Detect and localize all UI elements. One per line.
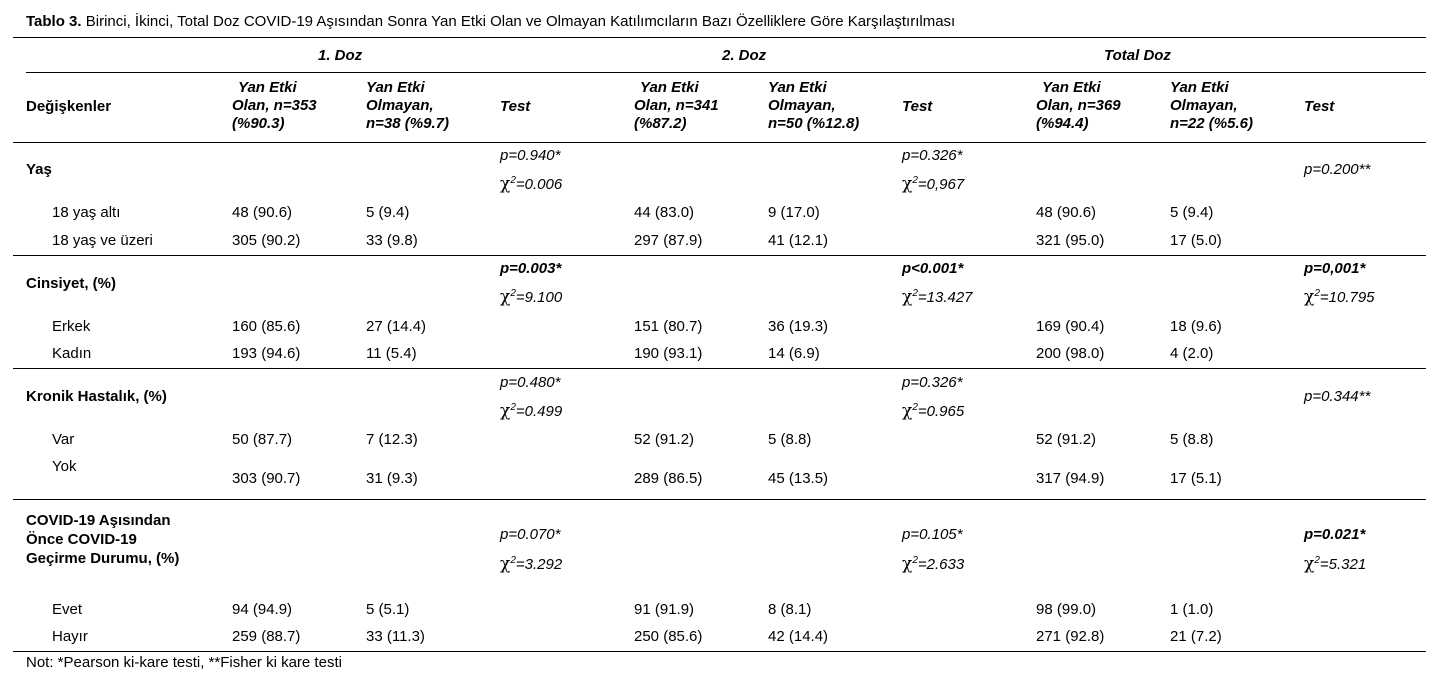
header-d1-no-line2: Olmayan,: [366, 97, 434, 114]
section-label-chronic: Kronik Hastalık, (%): [26, 388, 167, 405]
test-p-age-total: p=0.200**: [1304, 161, 1371, 178]
section-label-covid-line1: COVID-19 Aşısından: [26, 512, 171, 529]
chi-value: =0.006: [515, 176, 563, 193]
cell-total-no: 17 (5.0): [1170, 232, 1222, 249]
cell-d2-no: 5 (8.8): [768, 431, 812, 448]
header-d2-no: [768, 79, 859, 133]
section-label-covid: [26, 511, 179, 568]
chi-sup: 2: [1314, 555, 1320, 566]
chi-symbol: χ: [500, 401, 511, 421]
section-label-covid-line2: Önce COVID-19: [26, 531, 137, 548]
cell-d2-yes: 289 (86.5): [634, 470, 703, 487]
test-p-covid-d2: p=0.105*: [902, 526, 963, 543]
row-label: Yok: [52, 458, 77, 475]
group-dose2: 2. Doz: [722, 47, 767, 64]
cell-total-yes: 98 (99.0): [1036, 601, 1097, 618]
cell-d2-yes: 91 (91.9): [634, 601, 695, 618]
chi-sup: 2: [510, 288, 516, 299]
chi-value: =0,967: [917, 176, 965, 193]
header-d2-no-line2: Olmayan,: [768, 97, 836, 114]
section-label-age: Yaş: [26, 161, 52, 178]
cell-d1-no: 27 (14.4): [366, 318, 427, 335]
cell-d1-no: 33 (9.8): [366, 232, 418, 249]
cell-total-no: 21 (7.2): [1170, 628, 1222, 645]
cell-total-no: 18 (9.6): [1170, 318, 1222, 335]
chi-symbol: χ: [500, 287, 511, 307]
test-chi-age-d1: [500, 175, 562, 194]
cell-d2-no: 8 (8.1): [768, 601, 812, 618]
chi-symbol: χ: [1304, 554, 1315, 574]
test-p-covid-d1: p=0.070*: [500, 526, 561, 543]
section-label-covid-line3: Geçirme Durumu, (%): [26, 550, 180, 567]
section-label-sex: Cinsiyet, (%): [26, 275, 117, 292]
cell-total-no: 5 (8.8): [1170, 431, 1214, 448]
test-chi-covid-total: [1304, 555, 1366, 574]
bottom-rule: [13, 651, 1426, 652]
test-chi-covid-d1: [500, 555, 562, 574]
row-label: 18 yaş ve üzeri: [52, 232, 153, 249]
cell-d2-no: 9 (17.0): [768, 204, 820, 221]
test-p-chronic-d2: p=0.326*: [902, 374, 963, 391]
test-p-sex-d1: p=0.003*: [500, 260, 562, 277]
cell-d1-yes: 48 (90.6): [232, 204, 293, 221]
header-d2-test: Test: [902, 98, 933, 115]
group-dose1: 1. Doz: [318, 47, 363, 64]
cell-d2-yes: 250 (85.6): [634, 628, 703, 645]
cell-total-yes: 321 (95.0): [1036, 232, 1105, 249]
row-label: 18 yaş altı: [52, 204, 121, 221]
cell-d2-no: 36 (19.3): [768, 318, 829, 335]
test-chi-covid-d2: [902, 555, 964, 574]
row-label: Var: [52, 431, 75, 448]
header-d2-yes-line2: Olan, n=341: [634, 97, 719, 114]
chi-sup: 2: [1314, 288, 1320, 299]
cell-total-no: 5 (9.4): [1170, 204, 1214, 221]
header-d2-yes-line3: (%87.2): [634, 115, 687, 132]
chi-value: =9.100: [515, 289, 563, 306]
cell-d1-no: 5 (9.4): [366, 204, 410, 221]
cell-total-yes: 169 (90.4): [1036, 318, 1105, 335]
test-p-chronic-d1: p=0.480*: [500, 374, 561, 391]
cell-d1-yes: 50 (87.7): [232, 431, 293, 448]
chi-sup: 2: [510, 402, 516, 413]
row-label: Kadın: [52, 345, 92, 362]
chi-value: =5.321: [1319, 556, 1367, 573]
cell-d1-yes: 303 (90.7): [232, 470, 301, 487]
cell-d1-yes: 94 (94.9): [232, 601, 293, 618]
header-d1-yes-line3: (%90.3): [232, 115, 285, 132]
chi-symbol: χ: [1304, 287, 1315, 307]
chi-sup: 2: [912, 555, 918, 566]
cell-d1-no: 33 (11.3): [366, 628, 425, 645]
chi-value: =3.292: [515, 556, 563, 573]
chi-symbol: χ: [902, 287, 913, 307]
test-chi-chronic-d2: [902, 402, 964, 421]
cell-d2-no: 41 (12.1): [768, 232, 829, 249]
chi-sup: 2: [912, 288, 918, 299]
section-rule-sex: [13, 255, 1426, 256]
chi-sup: 2: [912, 175, 918, 186]
chi-value: =0.965: [917, 403, 965, 420]
cell-total-yes: 52 (91.2): [1036, 431, 1097, 448]
row-label: Hayır: [52, 628, 88, 645]
test-chi-sex-d1: [500, 288, 562, 307]
cell-d2-yes: 44 (83.0): [634, 204, 695, 221]
chi-sup: 2: [912, 402, 918, 413]
header-d1-no-line1: Yan Etki: [366, 79, 425, 96]
test-p-age-d2: p=0.326*: [902, 147, 963, 164]
test-p-covid-total: p=0.021*: [1304, 526, 1366, 543]
cell-d2-yes: 151 (80.7): [634, 318, 703, 335]
test-p-age-d1: p=0.940*: [500, 147, 561, 164]
header-d2-yes: [634, 79, 719, 133]
group-total: Total Doz: [1104, 47, 1171, 64]
caption-prefix: Tablo 3.: [26, 13, 82, 30]
chi-symbol: χ: [500, 174, 511, 194]
chi-symbol: χ: [902, 174, 913, 194]
group-rule: [26, 72, 1426, 73]
cell-total-yes: 271 (92.8): [1036, 628, 1105, 645]
header-d1-test: Test: [500, 98, 531, 115]
header-total-yes-line1: Yan Etki: [1042, 79, 1101, 96]
chi-sup: 2: [510, 555, 516, 566]
row-label: Evet: [52, 601, 83, 618]
cell-d2-no: 14 (6.9): [768, 345, 820, 362]
header-total-test: Test: [1304, 98, 1335, 115]
chi-sup: 2: [510, 175, 516, 186]
header-d2-no-line3: n=50 (%12.8): [768, 115, 860, 132]
header-d1-no-line3: n=38 (%9.7): [366, 115, 449, 132]
test-chi-age-d2: [902, 175, 964, 194]
test-p-chronic-total: p=0.344**: [1304, 388, 1371, 405]
header-d1-yes: [232, 79, 317, 133]
cell-d1-yes: 193 (94.6): [232, 345, 301, 362]
cell-d2-yes: 52 (91.2): [634, 431, 695, 448]
cell-d2-no: 45 (13.5): [768, 470, 829, 487]
cell-d1-no: 5 (5.1): [366, 601, 410, 618]
cell-d1-no: 11 (5.4): [366, 345, 417, 362]
header-total-no: [1170, 79, 1253, 133]
header-total-no-line2: Olmayan,: [1170, 97, 1238, 114]
row-label: Erkek: [52, 318, 91, 335]
cell-d1-yes: 160 (85.6): [232, 318, 301, 335]
section-rule-covid: [13, 499, 1426, 500]
header-d2-no-line1: Yan Etki: [768, 79, 827, 96]
cell-total-yes: 200 (98.0): [1036, 345, 1105, 362]
cell-d2-yes: 190 (93.1): [634, 345, 703, 362]
test-chi-sex-total: [1304, 288, 1375, 307]
test-p-sex-d2: p<0.001*: [902, 260, 964, 277]
cell-d1-yes: 305 (90.2): [232, 232, 301, 249]
table-note: Not: *Pearson ki-kare testi, **Fisher ki kare testi: [26, 654, 342, 671]
header-total-yes: [1036, 79, 1121, 133]
cell-d1-no: 7 (12.3): [366, 431, 418, 448]
cell-d1-yes: 259 (88.7): [232, 628, 301, 645]
cell-total-no: 4 (2.0): [1170, 345, 1214, 362]
cell-total-yes: 48 (90.6): [1036, 204, 1097, 221]
chi-symbol: χ: [902, 554, 913, 574]
test-chi-sex-d2: [902, 288, 973, 307]
header-total-no-line1: Yan Etki: [1170, 79, 1229, 96]
cell-total-no: 1 (1.0): [1170, 601, 1214, 618]
table-caption: [26, 13, 955, 30]
chi-symbol: χ: [902, 401, 913, 421]
header-d2-yes-line1: Yan Etki: [640, 79, 699, 96]
chi-value: =0.499: [515, 403, 563, 420]
chi-value: =2.633: [917, 556, 965, 573]
test-chi-chronic-d1: [500, 402, 562, 421]
header-total-no-line3: n=22 (%5.6): [1170, 115, 1253, 132]
section-rule-chronic: [13, 368, 1426, 369]
chi-symbol: χ: [500, 554, 511, 574]
cell-d1-no: 31 (9.3): [366, 470, 418, 487]
top-rule: [13, 37, 1426, 38]
header-variables: Değişkenler: [26, 98, 112, 115]
chi-value: =13.427: [917, 289, 973, 306]
header-total-yes-line3: (%94.4): [1036, 115, 1089, 132]
header-d1-yes-line2: Olan, n=353: [232, 97, 317, 114]
chi-value: =10.795: [1319, 289, 1375, 306]
cell-total-no: 17 (5.1): [1170, 470, 1222, 487]
test-p-sex-total: p=0,001*: [1304, 260, 1366, 277]
cell-total-yes: 317 (94.9): [1036, 470, 1105, 487]
header-rule: [13, 142, 1426, 143]
cell-d2-yes: 297 (87.9): [634, 232, 703, 249]
header-d1-no: [366, 79, 449, 133]
header-total-yes-line2: Olan, n=369: [1036, 97, 1121, 114]
header-d1-yes-line1: Yan Etki: [238, 79, 297, 96]
cell-d2-no: 42 (14.4): [768, 628, 829, 645]
caption-text: Birinci, İkinci, Total Doz COVID-19 Aşısından Sonra Yan Etki Olan ve Olmayan Katılımcıların Bazı Özelliklere Göre Karşılaştırılması: [85, 13, 956, 30]
